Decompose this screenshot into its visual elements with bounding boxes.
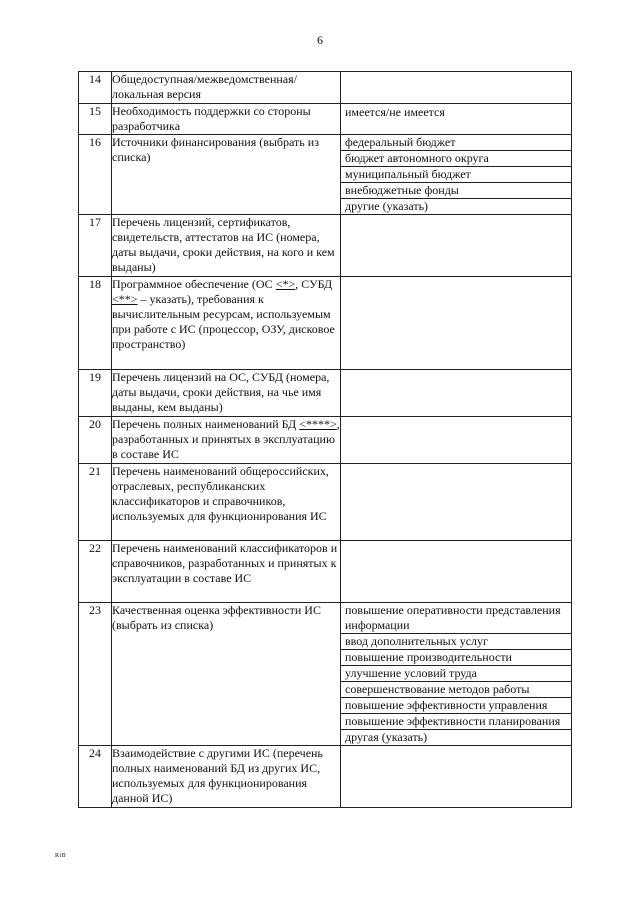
name-text: Программное обеспечение (ОС	[112, 277, 276, 291]
option-item: федеральный бюджет	[341, 135, 571, 151]
option-item: ввод дополнительных услуг	[341, 634, 571, 650]
page-number: 6	[317, 33, 323, 47]
option-item: совершенствование методов работы	[341, 682, 571, 698]
table-row	[79, 104, 572, 135]
row-number: 20	[79, 417, 112, 464]
footnote-ref[interactable]: <****>	[299, 417, 337, 431]
table-row	[79, 370, 572, 417]
row-value-cell	[341, 417, 572, 464]
option-item: улучшение условий труда	[341, 666, 571, 682]
row-number: 15	[79, 104, 112, 135]
option-item: внебюджетные фонды	[341, 183, 571, 199]
row-name: Перечень наименований общероссийских, отраслевых, республиканских классификаторов и справочников, используемых для функционирования ИС	[112, 464, 341, 541]
row-name	[112, 417, 341, 464]
option-item: муниципальный бюджет	[341, 167, 571, 183]
row-value-cell	[341, 541, 572, 603]
option-item: повышение эффективности планирования	[341, 714, 571, 730]
row-number: 17	[79, 215, 112, 277]
row-number: 24	[79, 746, 112, 808]
row-name: Перечень наименований классификаторов и справочников, разработанных и принятых к эксплуатации в составе ИС	[112, 541, 341, 603]
row-option: имеется/не имеется	[341, 104, 572, 135]
table-row	[79, 603, 572, 746]
name-text: – указать), требования к вычислительным ресурсам, используемым при работе с ИС (процессор, ОЗУ, дисковое пространство)	[112, 292, 335, 351]
footer-mark: RiB	[55, 853, 67, 859]
row-options	[341, 135, 572, 215]
row-number: 22	[79, 541, 112, 603]
row-value-cell	[341, 277, 572, 370]
footnote-ref[interactable]: <*>	[275, 277, 296, 291]
row-value-cell	[341, 370, 572, 417]
table-row	[79, 215, 572, 277]
option-item: другие (указать)	[345, 199, 429, 213]
row-number: 23	[79, 603, 112, 746]
row-number: 16	[79, 135, 112, 215]
row-number: 21	[79, 464, 112, 541]
option-item: повышение эффективности управления	[341, 698, 571, 714]
row-number: 14	[79, 72, 112, 104]
row-name: Качественная оценка эффективности ИС (выбрать из списка)	[112, 603, 341, 746]
table-row	[79, 277, 572, 370]
row-name	[112, 277, 341, 370]
table-row	[79, 135, 572, 215]
table-row	[79, 464, 572, 541]
row-value-cell	[341, 215, 572, 277]
table-row	[79, 417, 572, 464]
row-name: Источники финансирования (выбрать из списка)	[112, 135, 341, 215]
option-item: другая (указать)	[345, 730, 428, 744]
table-row	[79, 746, 572, 808]
row-options	[341, 603, 572, 746]
footnote-ref[interactable]: <**>	[112, 292, 138, 306]
passport-table	[78, 71, 572, 808]
row-number: 18	[79, 277, 112, 370]
name-text: , СУБД	[295, 277, 333, 291]
name-text: Перечень полных наименований БД	[112, 417, 300, 431]
table-row	[79, 72, 572, 104]
table-row	[79, 541, 572, 603]
row-name: Общедоступная/межведомственная/локальная версия	[112, 72, 341, 104]
option-item: повышение производительности	[341, 650, 571, 666]
row-value-cell	[341, 746, 572, 808]
row-value-cell	[341, 72, 572, 104]
row-value-cell	[341, 464, 572, 541]
row-number: 19	[79, 370, 112, 417]
row-name: Взаимодействие с другими ИС (перечень полных наименований БД из других ИС, используемых для функционирования данной ИС)	[112, 746, 341, 808]
row-name: Перечень лицензий на ОС, СУБД (номера, даты выдачи, сроки действия, на чье имя выданы, кем выданы)	[112, 370, 341, 417]
row-name: Необходимость поддержки со стороны разработчика	[112, 104, 341, 135]
row-name: Перечень лицензий, сертификатов, свидетельств, аттестатов на ИС (номера, даты выдачи, сроки действия, на кого и кем выданы)	[112, 215, 341, 277]
option-item: бюджет автономного округа	[341, 151, 571, 167]
option-item: повышение оперативности представления информации	[341, 603, 571, 634]
name-text: , разработанных и принятых в эксплуатацию в составе ИС	[112, 417, 340, 461]
